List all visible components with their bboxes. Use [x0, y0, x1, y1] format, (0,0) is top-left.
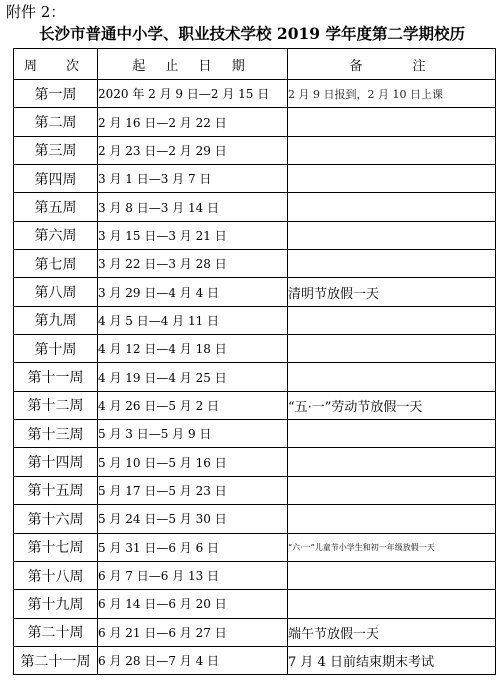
date-cell: 4 月 12 日—4 月 18 日: [98, 335, 288, 363]
date-cell: 5 月 24 日—5 月 30 日: [98, 505, 288, 533]
note-cell: [288, 136, 496, 164]
note-cell: [288, 193, 496, 221]
date-cell: 6 月 28 日—7 月 4 日: [98, 646, 288, 674]
note-cell: [288, 108, 496, 136]
week-cell: 第十六周: [14, 505, 98, 533]
note-cell: [288, 448, 496, 476]
week-cell: 第一周: [14, 80, 98, 108]
week-cell: 第二十周: [14, 618, 98, 646]
week-cell: 第九周: [14, 306, 98, 334]
week-cell: 第三周: [14, 136, 98, 164]
table-row: [14, 363, 496, 391]
note-cell: “五·一”劳动节放假一天: [288, 391, 496, 419]
week-cell: 第四周: [14, 165, 98, 193]
table-row: [14, 561, 496, 589]
week-cell: 第十三周: [14, 420, 98, 448]
table-row: [14, 448, 496, 476]
date-cell: 5 月 10 日—5 月 16 日: [98, 448, 288, 476]
date-cell: 4 月 5 日—4 月 11 日: [98, 306, 288, 334]
table-row: [14, 278, 496, 306]
table-row: [14, 136, 496, 164]
week-cell: 第十五周: [14, 476, 98, 504]
table-row: [14, 250, 496, 278]
header-row: [14, 49, 496, 80]
table-row: [14, 80, 496, 108]
date-cell: 3 月 22 日—3 月 28 日: [98, 250, 288, 278]
school-calendar-table: [13, 48, 496, 675]
week-cell: 第十周: [14, 335, 98, 363]
note-cell: [288, 561, 496, 589]
date-cell: 6 月 14 日—6 月 20 日: [98, 590, 288, 618]
week-cell: 第十八周: [14, 561, 98, 589]
week-cell: 第十九周: [14, 590, 98, 618]
date-cell: 6 月 21 日—6 月 27 日: [98, 618, 288, 646]
note-cell: 清明节放假一天: [288, 278, 496, 306]
table-row: [14, 306, 496, 334]
date-cell: 6 月 7 日—6 月 13 日: [98, 561, 288, 589]
date-cell: 3 月 1 日—3 月 7 日: [98, 165, 288, 193]
note-cell: [288, 420, 496, 448]
note-cell: [288, 335, 496, 363]
note-cell: 7 月 4 日前结束期末考试: [288, 646, 496, 674]
date-cell: 4 月 19 日—4 月 25 日: [98, 363, 288, 391]
date-cell: 2 月 16 日—2 月 22 日: [98, 108, 288, 136]
table-row: [14, 533, 496, 561]
date-cell: 2020 年 2 月 9 日—2 月 15 日: [98, 80, 288, 108]
table-row: [14, 335, 496, 363]
week-cell: 第六周: [14, 221, 98, 249]
week-cell: 第二周: [14, 108, 98, 136]
note-cell: [288, 306, 496, 334]
date-cell: 5 月 17 日—5 月 23 日: [98, 476, 288, 504]
attachment-label: 附件 2：: [6, 3, 66, 21]
note-cell: [288, 363, 496, 391]
date-cell: 5 月 3 日—5 月 9 日: [98, 420, 288, 448]
note-cell: 2 月 9 日报到，2 月 10 日上课: [288, 80, 496, 108]
week-cell: 第七周: [14, 250, 98, 278]
week-cell: 第十七周: [14, 533, 98, 561]
week-cell: 第八周: [14, 278, 98, 306]
table-row: [14, 108, 496, 136]
column-header-notes: 备 注: [288, 49, 496, 80]
table-row: [14, 420, 496, 448]
date-cell: 3 月 15 日—3 月 21 日: [98, 221, 288, 249]
table-row: [14, 505, 496, 533]
week-cell: 第十一周: [14, 363, 98, 391]
note-cell: [288, 165, 496, 193]
date-cell: 3 月 29 日—4 月 4 日: [98, 278, 288, 306]
table-row: [14, 391, 496, 419]
note-cell: [288, 221, 496, 249]
table-row: [14, 646, 496, 674]
date-cell: 4 月 26 日—5 月 2 日: [98, 391, 288, 419]
table-row: [14, 193, 496, 221]
document-title: 长沙市普通中小学、职业技术学校 2019 学年度第二学期校历: [39, 24, 465, 43]
note-cell: [288, 250, 496, 278]
date-cell: 5 月 31 日—6 月 6 日: [98, 533, 288, 561]
note-cell: “六·一”儿童节小学生和初一年级放假一天: [288, 533, 496, 561]
week-cell: 第十四周: [14, 448, 98, 476]
week-cell: 第五周: [14, 193, 98, 221]
note-cell: [288, 505, 496, 533]
note-cell: [288, 476, 496, 504]
week-cell: 第二十一周: [14, 646, 98, 674]
table-row: [14, 618, 496, 646]
table-row: [14, 165, 496, 193]
table-row: [14, 221, 496, 249]
column-header-dates: 起 止 日 期: [98, 49, 288, 80]
note-cell: 端午节放假一天: [288, 618, 496, 646]
week-cell: 第十二周: [14, 391, 98, 419]
table-row: [14, 590, 496, 618]
table-row: [14, 476, 496, 504]
note-cell: [288, 590, 496, 618]
date-cell: 2 月 23 日—2 月 29 日: [98, 136, 288, 164]
column-header-week: 周 次: [14, 49, 98, 80]
date-cell: 3 月 8 日—3 月 14 日: [98, 193, 288, 221]
